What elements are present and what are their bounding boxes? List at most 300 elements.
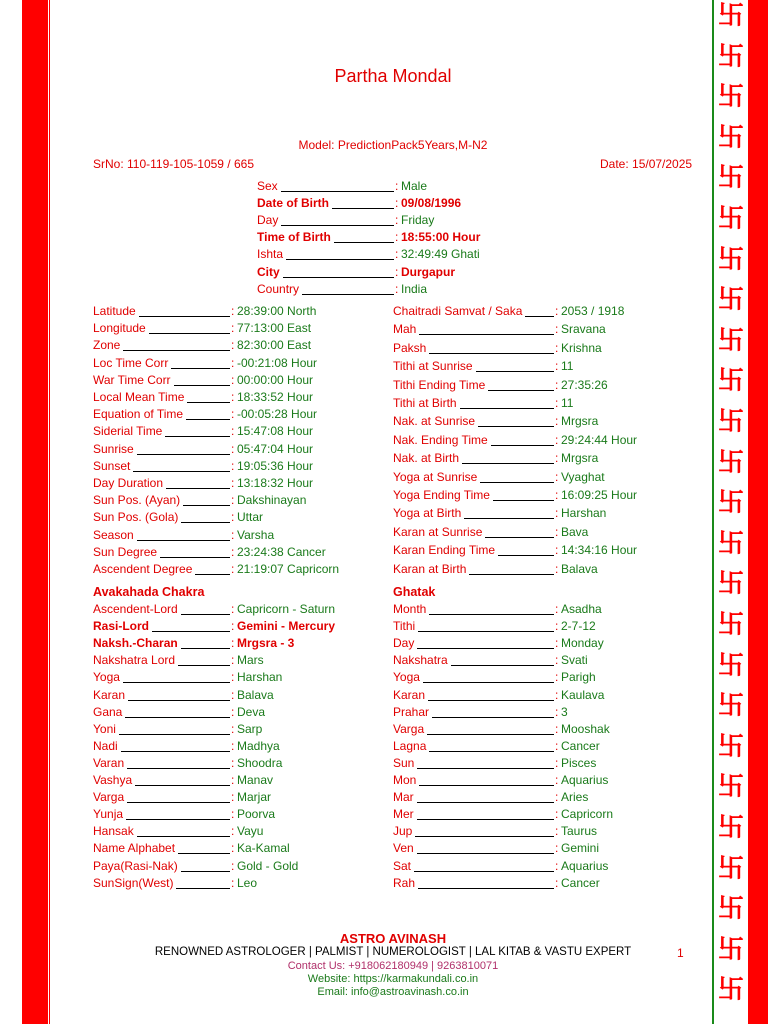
detail-separator: : <box>555 488 559 502</box>
swastika-icon: 卐 <box>717 893 744 924</box>
detail-row <box>393 789 721 806</box>
detail-value: Balava <box>237 687 274 702</box>
detail-value: Parigh <box>561 670 596 685</box>
detail-separator: : <box>231 458 235 473</box>
detail-leader-line <box>286 259 394 260</box>
detail-value: Capricorn <box>561 807 614 822</box>
detail-leader-line <box>176 888 230 889</box>
detail-value: Harshan <box>561 506 607 521</box>
detail-value: Uttar <box>237 510 264 525</box>
detail-label: Yoni <box>93 721 116 736</box>
detail-separator: : <box>555 773 559 787</box>
detail-value: 23:24:38 Cancer <box>237 544 326 559</box>
footer-name: ASTRO AVINASH <box>339 931 447 946</box>
detail-separator: : <box>231 355 235 370</box>
detail-label: Equation of Time <box>93 407 184 422</box>
detail-leader-line <box>302 294 394 295</box>
swastika-icon: 卐 <box>717 812 744 842</box>
swastika-icon: 卐 <box>717 284 744 315</box>
detail-value: 27:35:26 <box>561 377 608 392</box>
detail-row <box>93 475 397 492</box>
detail-value: Sravana <box>561 322 606 337</box>
detail-separator: : <box>231 562 235 576</box>
detail-label: Yoga <box>93 670 120 685</box>
detail-leader-line <box>125 717 230 718</box>
page-number: 1 <box>677 946 684 960</box>
detail-label: Zone <box>93 338 121 353</box>
detail-leader-line <box>480 482 554 483</box>
detail-value: 13:18:32 Hour <box>237 476 314 490</box>
detail-separator: : <box>555 670 559 685</box>
detail-separator: : <box>555 721 559 736</box>
detail-leader-line <box>418 631 554 632</box>
detail-separator: : <box>231 773 235 787</box>
detail-row <box>393 505 721 522</box>
detail-row <box>393 721 721 738</box>
detail-label: Prahar <box>393 704 430 719</box>
detail-row <box>93 458 397 475</box>
detail-label: Karan Ending Time <box>393 543 496 558</box>
detail-value: Leo <box>237 875 258 890</box>
detail-row <box>93 635 397 652</box>
detail-label: Nadi <box>93 738 118 753</box>
detail-separator: : <box>555 807 559 822</box>
detail-separator: : <box>231 338 235 353</box>
detail-separator: : <box>555 755 559 770</box>
detail-leader-line <box>133 471 230 472</box>
detail-row <box>93 823 397 840</box>
detail-label: Nak. Ending Time <box>393 432 488 447</box>
swastika-icon: 卐 <box>717 121 744 152</box>
detail-leader-line <box>178 665 230 666</box>
detail-label: Tithi at Sunrise <box>393 359 473 374</box>
detail-row <box>257 281 561 298</box>
detail-separator: : <box>555 396 559 410</box>
detail-leader-line <box>128 700 230 701</box>
detail-value: Capricorn - Saturn <box>237 602 336 616</box>
detail-value: Marjar <box>237 790 272 805</box>
detail-row <box>257 229 561 246</box>
detail-value: 21:19:07 Capricorn <box>237 562 340 576</box>
detail-leader-line <box>281 191 394 192</box>
detail-value: 05:47:04 Hour <box>237 441 314 456</box>
detail-leader-line <box>165 436 230 437</box>
detail-value: 11 <box>561 396 574 410</box>
detail-label: Ishta <box>257 247 284 262</box>
detail-leader-line <box>429 614 554 615</box>
detail-row <box>93 527 397 544</box>
detail-label: Nakshatra Lord <box>93 653 176 668</box>
detail-separator: : <box>555 619 559 634</box>
detail-leader-line <box>152 631 230 632</box>
detail-separator: : <box>231 738 235 753</box>
detail-row <box>93 355 397 372</box>
detail-value: Manav <box>237 773 274 787</box>
detail-separator: : <box>555 524 559 539</box>
detail-value: Dakshinayan <box>237 493 307 508</box>
detail-value: Mrgsra <box>561 414 599 429</box>
report-date: Date: 15/07/2025 <box>600 157 693 171</box>
detail-row <box>93 423 397 440</box>
detail-value: Pisces <box>561 755 597 770</box>
detail-label: Lagna <box>393 738 427 753</box>
detail-separator: : <box>231 807 235 822</box>
swastika-icon: 卐 <box>717 446 744 477</box>
detail-leader-line <box>451 665 554 666</box>
detail-leader-line <box>493 500 554 501</box>
detail-separator: : <box>555 414 559 429</box>
detail-label: Varga <box>393 721 425 736</box>
detail-row <box>257 264 561 281</box>
detail-value: 09/08/1996 <box>401 196 462 211</box>
detail-leader-line <box>137 836 230 837</box>
swastika-icon: 卐 <box>717 203 744 233</box>
detail-row <box>393 377 721 394</box>
swastika-icon: 卐 <box>717 243 744 274</box>
detail-value: Ka-Kamal <box>237 841 290 856</box>
swastika-icon: 卐 <box>717 0 744 30</box>
detail-label: Ascendent Degree <box>93 562 193 576</box>
detail-row <box>393 542 721 559</box>
detail-value: 82:30:00 East <box>237 338 312 353</box>
detail-leader-line <box>127 802 230 803</box>
detail-leader-line <box>137 540 230 541</box>
detail-leader-line <box>469 574 554 575</box>
swastika-icon: 卐 <box>717 162 744 193</box>
detail-separator: : <box>231 527 235 542</box>
detail-label: Time of Birth <box>257 230 331 245</box>
detail-separator: : <box>555 653 559 668</box>
detail-leader-line <box>119 734 230 735</box>
detail-value: 16:09:25 Hour <box>561 488 638 502</box>
detail-label: Sex <box>257 179 278 193</box>
detail-label: Mon <box>393 773 417 787</box>
detail-leader-line <box>415 836 554 837</box>
detail-leader-line <box>417 648 554 649</box>
detail-value: Shoodra <box>237 755 283 770</box>
detail-row <box>93 601 397 618</box>
detail-row <box>393 840 721 857</box>
detail-separator: : <box>231 790 235 805</box>
detail-separator: : <box>555 602 559 616</box>
right-border-bar <box>748 0 768 1024</box>
detail-row <box>93 806 397 823</box>
detail-leader-line <box>181 871 230 872</box>
detail-leader-line <box>419 334 554 335</box>
detail-value: 14:34:16 Hour <box>561 543 638 558</box>
detail-row <box>393 561 721 578</box>
detail-label: Mar <box>393 790 414 805</box>
detail-label: Rasi-Lord <box>93 619 150 634</box>
detail-row <box>93 544 397 561</box>
detail-value: Varsha <box>237 527 275 542</box>
detail-value: 29:24:44 Hour <box>561 432 638 447</box>
detail-label: Varan <box>93 755 125 770</box>
detail-label: Ascendent-Lord <box>93 602 178 616</box>
detail-label: Sat <box>393 858 412 873</box>
detail-row <box>93 406 397 423</box>
detail-row <box>93 840 397 857</box>
detail-leader-line <box>428 700 554 701</box>
detail-row <box>393 618 721 635</box>
footer-email[interactable]: Email: info@astroavinash.co.in <box>317 986 469 998</box>
detail-value: 3 <box>561 704 568 719</box>
detail-separator: : <box>231 858 235 873</box>
swastika-icon: 卐 <box>717 365 744 396</box>
detail-leader-line <box>476 371 554 372</box>
detail-row <box>93 772 397 789</box>
detail-label: Nak. at Birth <box>393 451 460 466</box>
detail-separator: : <box>231 602 235 616</box>
avakahada-title: Avakahada Chakra <box>93 585 205 599</box>
detail-separator: : <box>555 824 559 839</box>
detail-leader-line <box>460 408 554 409</box>
detail-row <box>93 652 397 669</box>
detail-label: Sun <box>393 755 415 770</box>
detail-row <box>93 687 397 704</box>
detail-row <box>93 441 397 458</box>
detail-value: 19:05:36 Hour <box>237 458 314 473</box>
detail-row <box>257 246 561 263</box>
detail-value: 00:00:00 Hour <box>237 372 314 387</box>
detail-leader-line <box>419 785 554 786</box>
footer-tagline: RENOWNED ASTROLOGER | PALMIST | NUMEROLOGIST | LAL KITAB & VASTU EXPERT <box>154 946 632 958</box>
detail-label: Yoga at Birth <box>393 506 462 521</box>
detail-leader-line <box>183 505 230 506</box>
detail-label: Varga <box>93 790 125 805</box>
detail-row <box>393 652 721 669</box>
detail-separator: : <box>231 704 235 719</box>
detail-value: -00:05:28 Hour <box>237 407 318 422</box>
detail-separator: : <box>555 738 559 753</box>
detail-separator: : <box>555 704 559 719</box>
detail-value: 2-7-12 <box>561 619 596 634</box>
detail-separator: : <box>555 359 559 374</box>
detail-separator: : <box>231 670 235 685</box>
detail-value: 18:55:00 Hour <box>401 230 481 245</box>
detail-label: Yoga at Sunrise <box>393 469 478 484</box>
detail-label: Karan <box>93 687 126 702</box>
detail-row <box>393 738 721 755</box>
detail-label: Jup <box>393 824 413 839</box>
detail-label: Paksh <box>393 340 427 355</box>
detail-separator: : <box>555 858 559 873</box>
detail-value: Cancer <box>561 738 600 753</box>
swastika-icon: 卐 <box>717 568 744 599</box>
detail-label: Date of Birth <box>257 196 329 211</box>
detail-row <box>393 858 721 875</box>
swastika-icon: 卐 <box>717 974 744 1005</box>
detail-separator: : <box>231 476 235 490</box>
detail-label: Rah <box>393 875 416 890</box>
detail-row <box>93 303 397 320</box>
detail-label: Paya(Rasi-Nak) <box>93 858 178 873</box>
detail-leader-line <box>137 454 230 455</box>
detail-separator: : <box>555 506 559 521</box>
detail-row <box>393 450 721 467</box>
detail-separator: : <box>555 875 559 890</box>
detail-separator: : <box>231 841 235 856</box>
detail-value: Kaulava <box>561 687 605 702</box>
detail-row <box>93 858 397 875</box>
detail-leader-line <box>332 208 394 209</box>
detail-leader-line <box>178 853 230 854</box>
detail-row <box>93 337 397 354</box>
detail-leader-line <box>186 419 230 420</box>
detail-separator: : <box>395 196 399 211</box>
detail-label: Sun Pos. (Gola) <box>93 510 179 525</box>
detail-label: Day <box>393 636 415 651</box>
swastika-icon: 卐 <box>717 527 744 558</box>
detail-leader-line <box>195 574 230 575</box>
detail-label: Hansak <box>93 824 134 839</box>
swastika-icon: 卐 <box>717 852 744 883</box>
detail-value: Monday <box>561 636 604 651</box>
detail-leader-line <box>181 648 230 649</box>
detail-value: Asadha <box>561 602 602 616</box>
detail-label: Yunja <box>93 807 124 822</box>
detail-row <box>393 358 721 375</box>
left-border-line <box>49 0 50 1024</box>
detail-separator: : <box>231 755 235 770</box>
detail-leader-line <box>417 819 554 820</box>
detail-value: Aries <box>561 790 589 805</box>
detail-label: Mer <box>393 807 414 822</box>
detail-label: Loc Time Corr <box>93 355 169 370</box>
detail-separator: : <box>555 322 559 337</box>
detail-value: 2053 / 1918 <box>561 304 625 318</box>
detail-leader-line <box>488 390 554 391</box>
footer-website[interactable]: Website: https://karmakundali.co.in <box>307 973 479 985</box>
swastika-icon: 卐 <box>717 933 744 964</box>
swastika-icon: 卐 <box>717 649 744 680</box>
detail-row <box>257 195 561 212</box>
detail-row <box>393 823 721 840</box>
detail-separator: : <box>231 875 235 890</box>
detail-separator: : <box>231 544 235 559</box>
detail-row <box>93 320 397 337</box>
detail-row <box>393 704 721 721</box>
detail-row <box>393 669 721 686</box>
detail-value: 28:39:00 North <box>237 304 317 318</box>
detail-row <box>93 509 397 526</box>
detail-separator: : <box>395 179 399 193</box>
detail-leader-line <box>166 488 230 489</box>
detail-leader-line <box>417 768 554 769</box>
detail-label: City <box>257 264 280 279</box>
detail-label: Yoga Ending Time <box>393 488 490 502</box>
footer-contact: Contact Us: +918062180949 | 9263810071 <box>287 960 499 972</box>
detail-value: Gemini <box>561 841 600 856</box>
detail-label: Sunrise <box>93 441 134 456</box>
detail-separator: : <box>555 561 559 576</box>
detail-leader-line <box>485 537 554 538</box>
detail-separator: : <box>555 432 559 447</box>
detail-separator: : <box>231 721 235 736</box>
detail-row <box>93 389 397 406</box>
detail-value: Male <box>401 179 428 193</box>
detail-label: Naksh.-Charan <box>93 636 178 651</box>
detail-label: Local Mean Time <box>93 390 185 404</box>
detail-label: Day <box>257 213 279 228</box>
detail-value: Aquarius <box>561 773 609 787</box>
detail-label: War Time Corr <box>93 372 171 387</box>
swastika-icon: 卐 <box>717 487 744 518</box>
detail-row <box>93 372 397 389</box>
detail-row <box>393 755 721 772</box>
detail-row <box>393 340 721 357</box>
detail-separator: : <box>231 824 235 839</box>
detail-separator: : <box>555 469 559 484</box>
detail-separator: : <box>555 304 559 318</box>
detail-value: Friday <box>401 213 435 228</box>
detail-value: Vyaghat <box>561 469 605 484</box>
detail-row <box>257 178 561 195</box>
detail-separator: : <box>231 321 235 336</box>
detail-value: Vayu <box>237 824 264 839</box>
detail-label: Sun Pos. (Ayan) <box>93 493 181 508</box>
detail-leader-line <box>135 785 230 786</box>
detail-leader-line <box>283 277 394 278</box>
detail-row <box>393 303 721 320</box>
detail-value: 18:33:52 Hour <box>237 390 314 404</box>
detail-value: Aquarius <box>561 858 609 873</box>
detail-leader-line <box>334 242 394 243</box>
detail-leader-line <box>174 385 230 386</box>
detail-label: Latitude <box>93 304 136 318</box>
detail-leader-line <box>432 717 554 718</box>
detail-value: Poorva <box>237 807 276 822</box>
detail-separator: : <box>395 230 399 245</box>
detail-value: Harshan <box>237 670 283 685</box>
detail-separator: : <box>231 441 235 456</box>
detail-value: Madhya <box>237 738 280 753</box>
detail-row <box>393 635 721 652</box>
detail-separator: : <box>231 493 235 508</box>
detail-label: Mah <box>393 322 417 337</box>
detail-leader-line <box>418 888 554 889</box>
detail-label: Gana <box>93 704 123 719</box>
swastika-icon: 卐 <box>717 690 744 721</box>
detail-label: Day Duration <box>93 476 164 490</box>
detail-value: Sarp <box>237 721 263 736</box>
detail-value: 11 <box>561 359 574 374</box>
detail-row <box>393 601 721 618</box>
detail-value: Gemini - Mercury <box>237 619 336 634</box>
detail-separator: : <box>231 619 235 634</box>
detail-label: Name Alphabet <box>93 841 176 856</box>
detail-leader-line <box>181 522 230 523</box>
detail-label: Sun Degree <box>93 544 158 559</box>
detail-leader-line <box>427 734 554 735</box>
detail-label: Karan at Birth <box>393 561 467 576</box>
detail-row <box>393 321 721 338</box>
detail-row <box>93 721 397 738</box>
detail-label: Nakshatra <box>393 653 448 668</box>
detail-separator: : <box>231 636 235 651</box>
detail-leader-line <box>417 853 554 854</box>
detail-row <box>393 687 721 704</box>
detail-value: India <box>401 281 428 296</box>
detail-label: Longitude <box>93 321 146 336</box>
detail-row <box>393 487 721 504</box>
left-border-bar <box>22 0 48 1024</box>
detail-value: Gold - Gold <box>237 858 299 873</box>
detail-label: Season <box>93 527 134 542</box>
detail-separator: : <box>555 841 559 856</box>
detail-leader-line <box>462 463 554 464</box>
detail-leader-line <box>429 751 554 752</box>
